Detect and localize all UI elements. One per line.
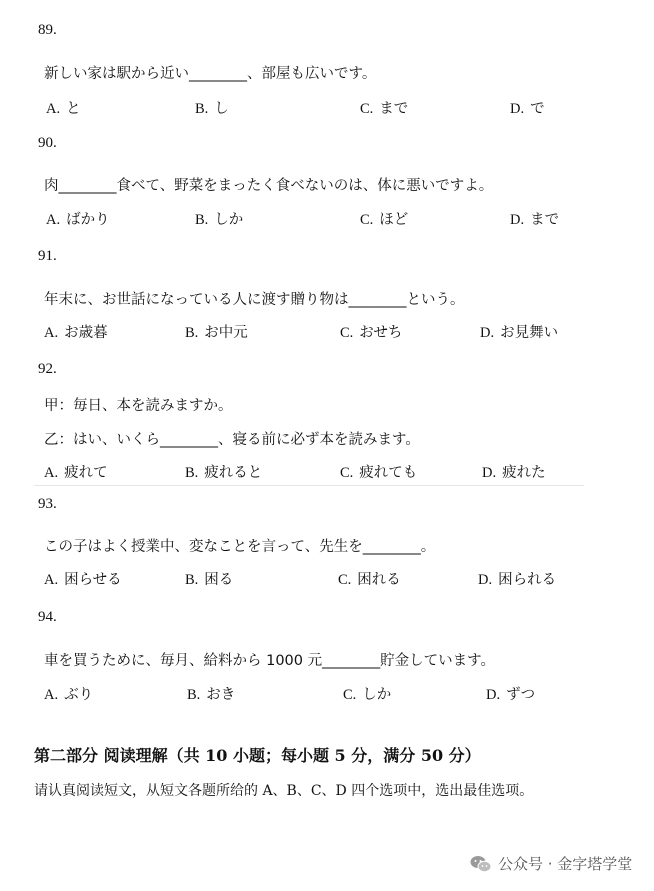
option-b: B. しか xyxy=(195,212,244,228)
option-b: B. し xyxy=(195,101,229,117)
option-a: A. ぶり xyxy=(44,687,94,703)
option-a: A. ばかり xyxy=(46,212,110,228)
option-c: C. 疲れても xyxy=(340,465,418,481)
option-c: C. ほど xyxy=(360,212,409,228)
divider xyxy=(34,485,584,486)
question-number: 92. xyxy=(38,361,57,377)
question-number: 93. xyxy=(38,496,57,512)
option-a: A. お歳暮 xyxy=(44,325,108,341)
option-c: C. 困れる xyxy=(338,572,401,588)
option-b: B. お中元 xyxy=(185,325,248,341)
option-d: D. まで xyxy=(510,212,560,228)
question-stem-2: 乙：はい、いくら________、寝る前に必ず本を読みます。 xyxy=(44,432,420,448)
question-stem: 新しい家は駅から近い________、部屋も広いです。 xyxy=(44,66,377,82)
section-title: 第二部分 阅读理解（共 10 小题；每小题 5 分，满分 50 分） xyxy=(34,746,481,765)
section-instruction: 请认真阅读短文，从短文各题所给的 A、B、C、D 四个选项中，选出最佳选项。 xyxy=(34,783,534,799)
question-stem: 車を買うために、毎月、給料から 1000 元________貯金しています。 xyxy=(44,653,495,669)
option-a: A. と xyxy=(46,101,81,117)
option-c: C. しか xyxy=(343,687,392,703)
option-c: C. まで xyxy=(360,101,409,117)
option-c: C. おせち xyxy=(340,325,403,341)
option-a: A. 疲れて xyxy=(44,465,108,481)
wechat-icon xyxy=(470,855,492,873)
question-stem: 甲：毎日、本を読みますか。 xyxy=(44,398,233,414)
watermark xyxy=(470,853,632,874)
option-d: D. 疲れた xyxy=(482,465,546,481)
question-number: 94. xyxy=(38,609,57,625)
question-stem: この子はよく授業中、変なことを言って、先生を________。 xyxy=(44,539,436,555)
question-stem: 年末に、お世話になっている人に渡す贈り物は________という。 xyxy=(44,292,465,308)
option-b: B. 疲れると xyxy=(185,465,263,481)
option-d: D. ずつ xyxy=(486,687,536,703)
option-b: B. おき xyxy=(187,687,236,703)
question-number: 90. xyxy=(38,135,57,151)
question-stem: 肉________食べて、野菜をまったく食べないのは、体に悪いですよ。 xyxy=(44,178,494,194)
option-b: B. 困る xyxy=(185,572,234,588)
option-d: D. 困られる xyxy=(478,572,557,588)
question-number: 91. xyxy=(38,248,57,264)
question-number: 89. xyxy=(38,22,57,38)
watermark-text: 公众号 · 金字塔学堂 xyxy=(498,855,633,873)
option-d: D. で xyxy=(510,101,545,117)
option-d: D. お見舞い xyxy=(480,325,559,341)
option-a: A. 困らせる xyxy=(44,572,122,588)
